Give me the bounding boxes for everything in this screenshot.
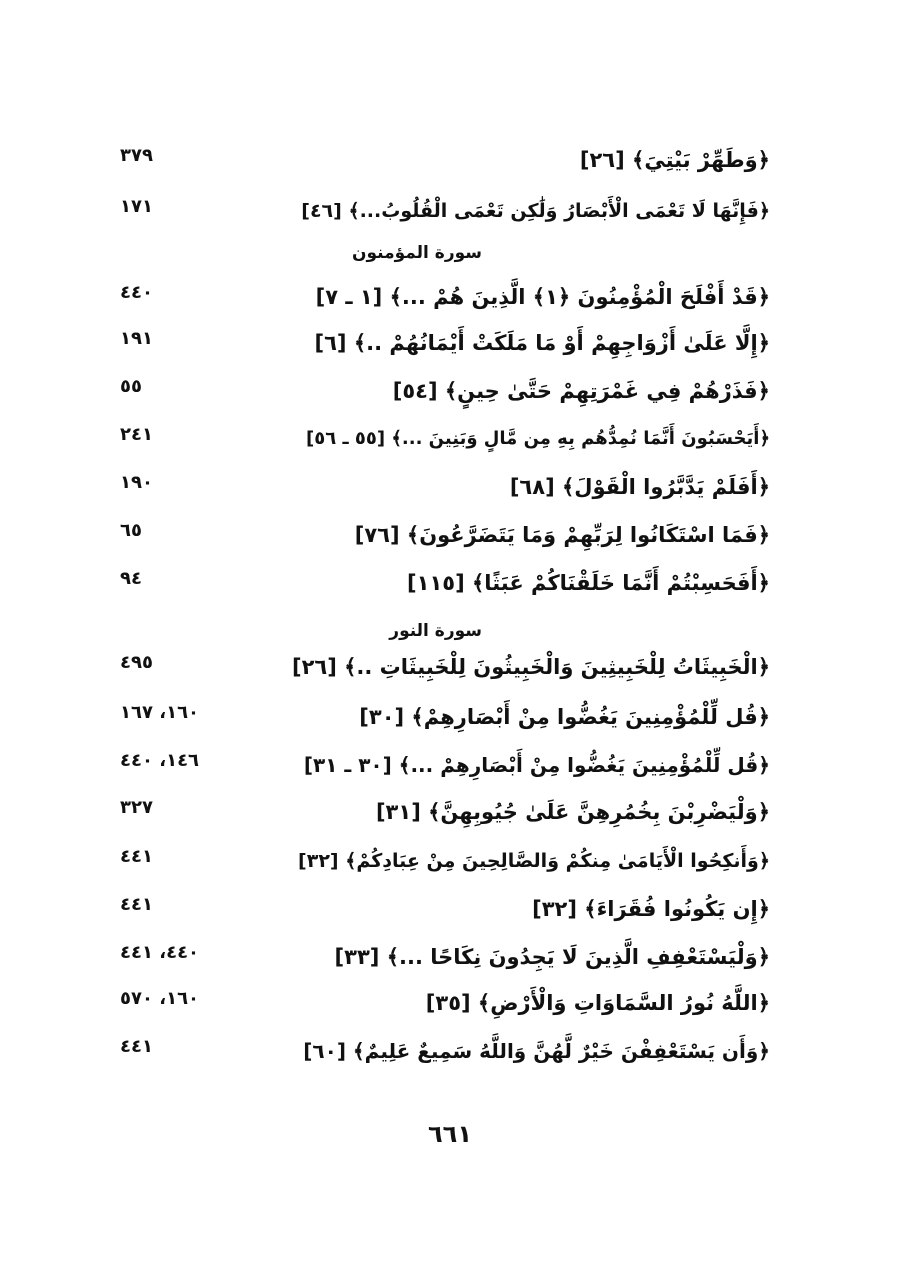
verse-text: ﴿وَطَهِّرْ بَيْتِيَ﴾ [٢٦] — [579, 148, 770, 172]
index-entry — [120, 280, 770, 320]
page-references: ١٤٦، ٤٤٠ — [120, 750, 200, 771]
index-entry — [120, 650, 770, 690]
page-references: ٦٥ — [120, 520, 142, 541]
verse-text: ﴿فَذَرْهُمْ فِي غَمْرَتِهِمْ حَتَّىٰ حِينٍ﴾ [٥٤] — [392, 379, 770, 403]
index-entry — [120, 986, 770, 1026]
index-entry — [120, 374, 770, 414]
index-entry — [120, 795, 770, 835]
page-number: ٦٦١ — [428, 1120, 472, 1148]
index-entry — [120, 326, 770, 366]
page-references: ٤٤٠، ٤٤١ — [120, 942, 200, 963]
index-entry — [120, 892, 770, 932]
page-references: ٣٧٩ — [120, 145, 153, 166]
page-references: ٣٢٧ — [120, 797, 153, 818]
index-entry — [120, 518, 770, 558]
page-references: ٤٤١ — [120, 846, 153, 867]
index-entry — [120, 566, 770, 606]
verse-text: ﴿فَإِنَّهَا لَا تَعْمَى الْأَبْصَارُ وَلَٰكِن تَعْمَى الْقُلُوبُ...﴾ [٤٦] — [301, 200, 770, 222]
verse-text: ﴿أَفَلَمْ يَدَّبَّرُوا الْقَوْلَ﴾ [٦٨] — [509, 475, 770, 499]
page-references: ٩٤ — [120, 568, 142, 589]
verse-text: ﴿اللَّهُ نُورُ السَّمَاوَاتِ وَالْأَرْضِ﴾ [٣٥] — [425, 991, 770, 1015]
index-entry — [120, 143, 770, 183]
verse-text: ﴿إِن يَكُونُوا فُقَرَاءَ﴾ [٣٢] — [532, 897, 770, 921]
index-entry — [120, 1034, 770, 1074]
verse-text: ﴿وَأَنكِحُوا الْأَيَامَىٰ مِنكُمْ وَالصَّالِحِينَ مِنْ عِبَادِكُمْ﴾ [٣٢] — [298, 850, 770, 872]
verse-text: ﴿وَأَن يَسْتَعْفِفْنَ خَيْرٌ لَّهُنَّ وَاللَّهُ سَمِيعٌ عَلِيمٌ﴾ [٦٠] — [303, 1039, 770, 1063]
verse-text: ﴿إِلَّا عَلَىٰ أَزْوَاجِهِمْ أَوْ مَا مَلَكَتْ أَيْمَانُهُمْ ..﴾ [٦] — [314, 331, 770, 355]
surah-heading: سورة النور — [389, 621, 482, 641]
page-references: ٤٤٠ — [120, 282, 153, 303]
verse-text: ﴿قَدْ أَفْلَحَ الْمُؤْمِنُونَ ﴿١﴾ الَّذِينَ هُمْ ...﴾ [١ ـ ٧] — [315, 285, 770, 309]
verse-text: ﴿الْخَبِيثَاتُ لِلْخَبِيثِينَ وَالْخَبِيثُونَ لِلْخَبِيثَاتِ ..﴾ [٢٦] — [291, 655, 770, 679]
index-entry — [120, 194, 770, 234]
verse-text: ﴿وَلْيَضْرِبْنَ بِخُمُرِهِنَّ عَلَىٰ جُيُوبِهِنَّ﴾ [٣١] — [375, 800, 770, 824]
verse-text: ﴿قُل لِّلْمُؤْمِنِينَ يَغُضُّوا مِنْ أَبْصَارِهِمْ﴾ [٣٠] — [359, 705, 770, 729]
page-references: ٤٤١ — [120, 1036, 153, 1057]
index-entry — [120, 748, 770, 788]
page-references: ٤٩٥ — [120, 652, 153, 673]
index-entry — [120, 470, 770, 510]
page-references: ٥٥ — [120, 376, 142, 397]
page-references: ٢٤١ — [120, 424, 153, 445]
index-entry — [120, 940, 770, 980]
index-entry — [120, 844, 770, 884]
verse-text: ﴿قُل لِّلْمُؤْمِنِينَ يَغُضُّوا مِنْ أَبْصَارِهِمْ ...﴾ [٣٠ ـ ٣١] — [303, 753, 770, 777]
page-references: ١٦٠، ١٦٧ — [120, 702, 200, 723]
page-references: ١٧١ — [120, 196, 153, 217]
index-entry — [120, 422, 770, 462]
page-references: ١٩١ — [120, 328, 153, 349]
index-entry — [120, 700, 770, 740]
page-references: ٤٤١ — [120, 894, 153, 915]
verse-text: ﴿فَمَا اسْتَكَانُوا لِرَبِّهِمْ وَمَا يَتَضَرَّعُونَ﴾ [٧٦] — [354, 523, 770, 547]
verse-text: ﴿وَلْيَسْتَعْفِفِ الَّذِينَ لَا يَجِدُونَ نِكَاحًا ...﴾ [٣٣] — [334, 945, 770, 969]
verse-text: ﴿أَيَحْسَبُونَ أَنَّمَا نُمِدُّهُم بِهِ مِن مَّالٍ وَبَنِينَ ...﴾ [٥٥ ـ ٥٦] — [305, 428, 770, 449]
page-references: ١٩٠ — [120, 472, 153, 493]
verse-text: ﴿أَفَحَسِبْتُمْ أَنَّمَا خَلَقْنَاكُمْ عَبَثًا﴾ [١١٥] — [407, 571, 770, 595]
page-references: ١٦٠، ٥٧٠ — [120, 988, 200, 1009]
surah-heading: سورة المؤمنون — [351, 243, 482, 263]
